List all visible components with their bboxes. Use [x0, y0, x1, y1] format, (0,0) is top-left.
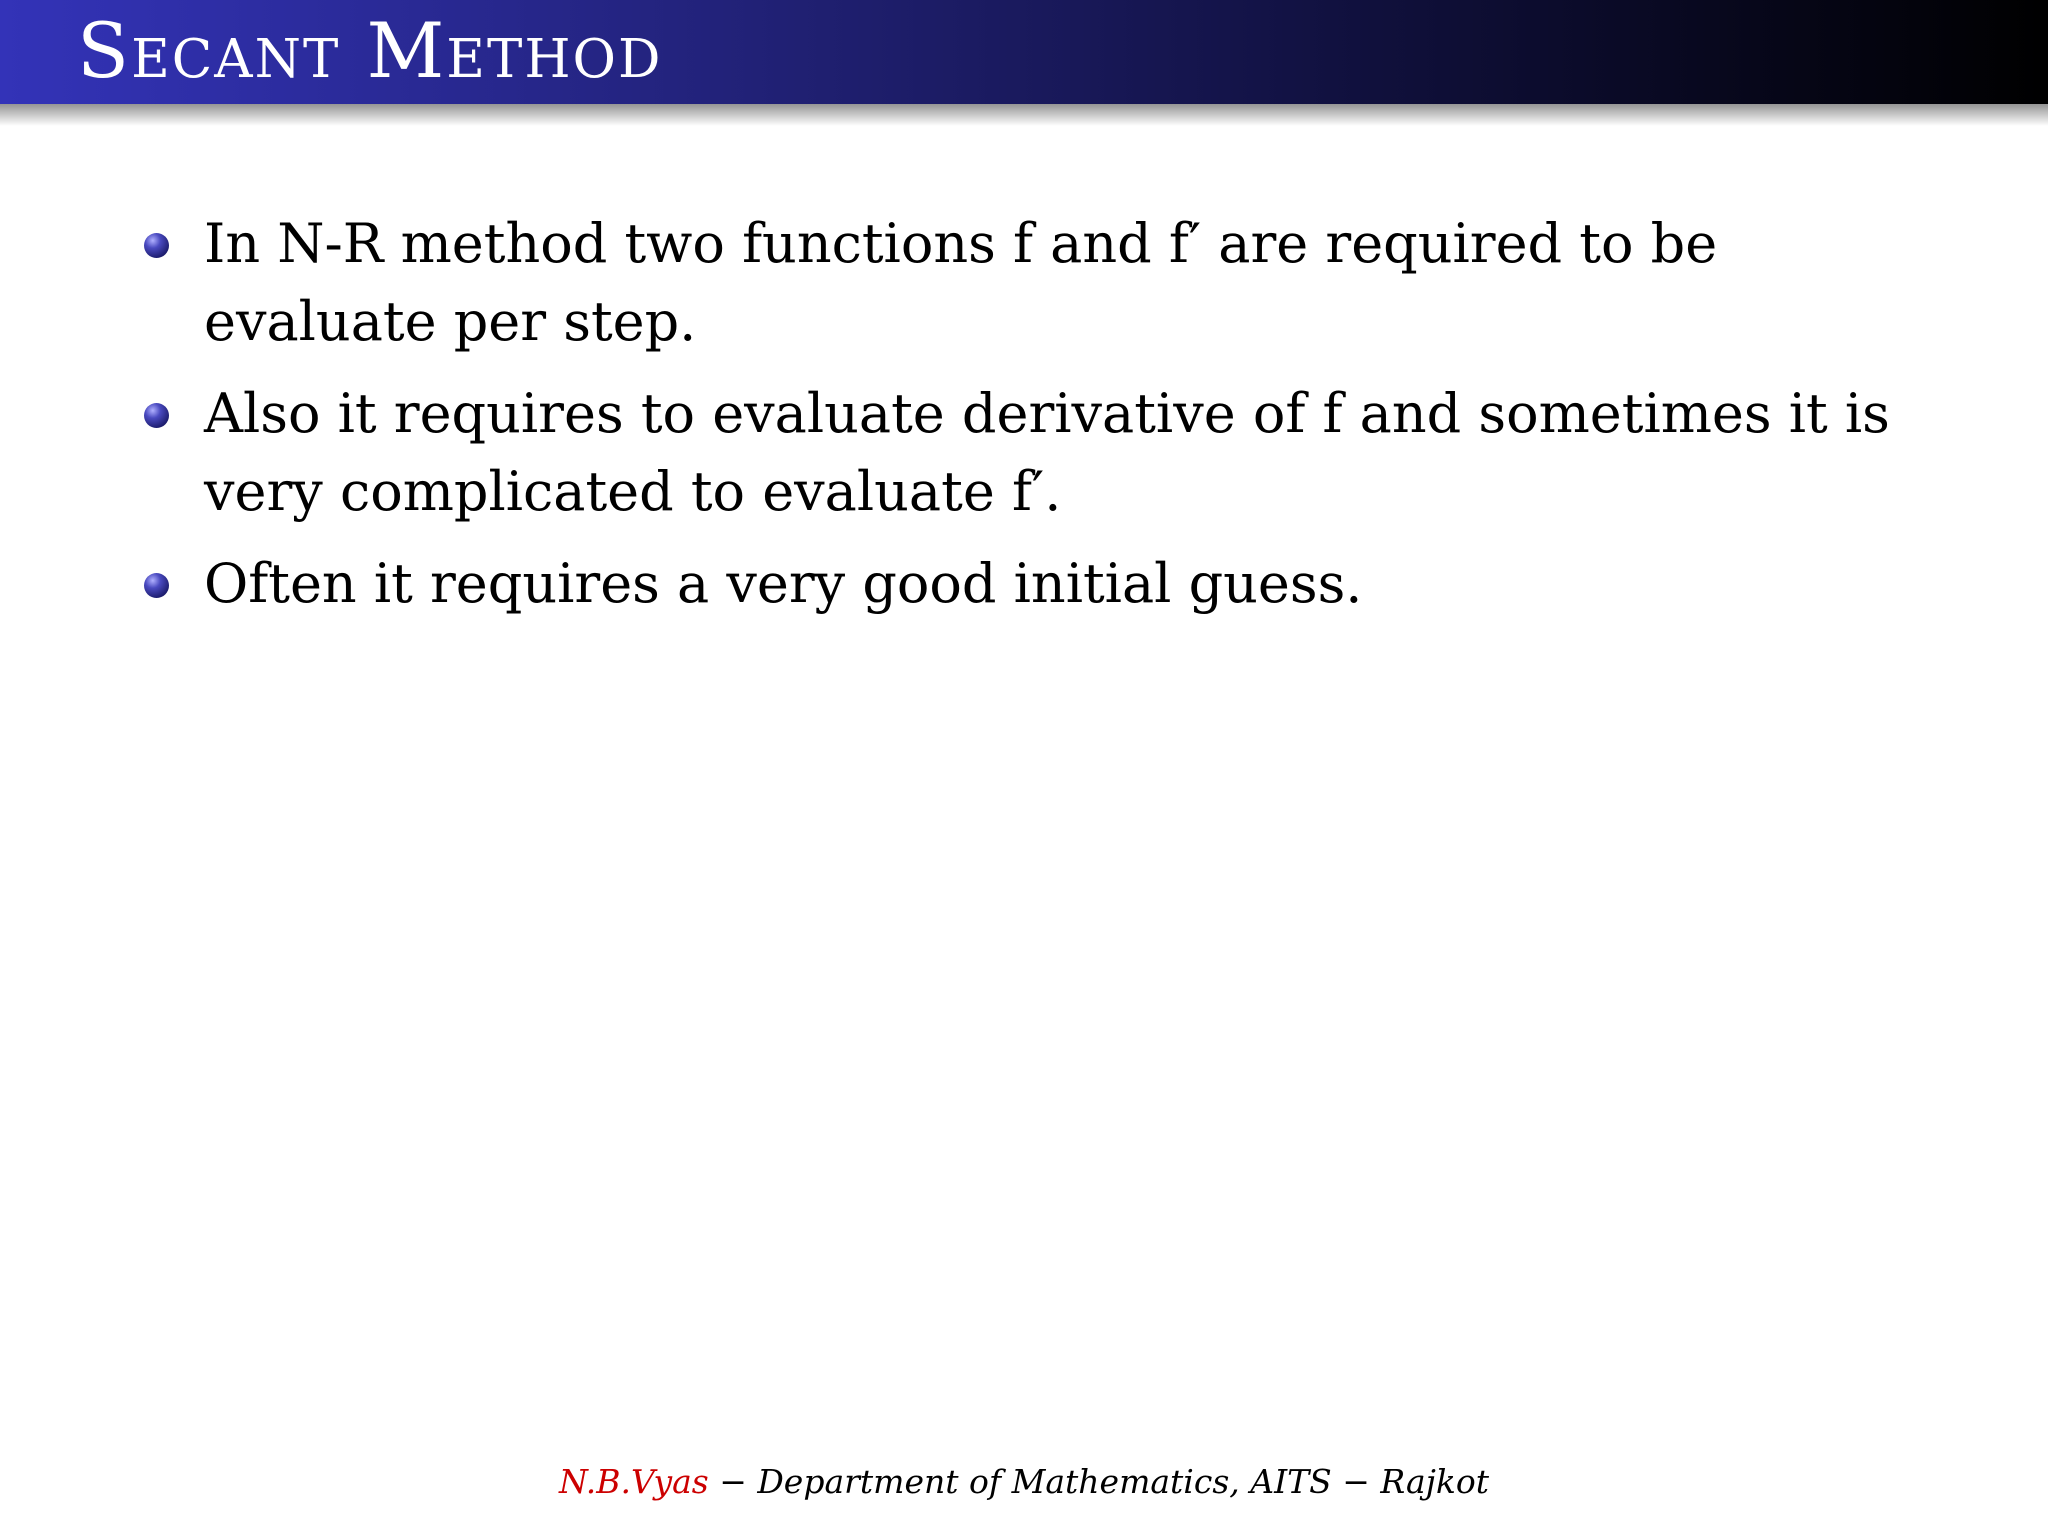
footer-department: − Department of Mathematics, AITS − Rajkot	[708, 1462, 1490, 1501]
title-bar-shadow	[0, 104, 2048, 126]
bullet-text: Often it requires a very good initial guess.	[204, 552, 1363, 615]
bullet-list	[142, 205, 1902, 637]
bullet-text: Also it requires to evaluate derivative of f and sometimes it is very complicated to evaluate f′.	[204, 382, 1890, 523]
bullet-text: In N-R method two functions f and f′ are required to be evaluate per step.	[204, 212, 1718, 353]
bullet-ball-icon	[144, 403, 169, 428]
bullet-item	[142, 375, 1902, 531]
footer-author: N.B.Vyas	[558, 1462, 709, 1501]
bullet-ball-icon	[144, 573, 169, 598]
bullet-ball-icon	[144, 233, 169, 258]
bullet-item	[142, 205, 1902, 361]
slide-title: Secant Method	[77, 6, 663, 95]
bullet-item	[142, 545, 1902, 623]
footer	[0, 1460, 2048, 1504]
